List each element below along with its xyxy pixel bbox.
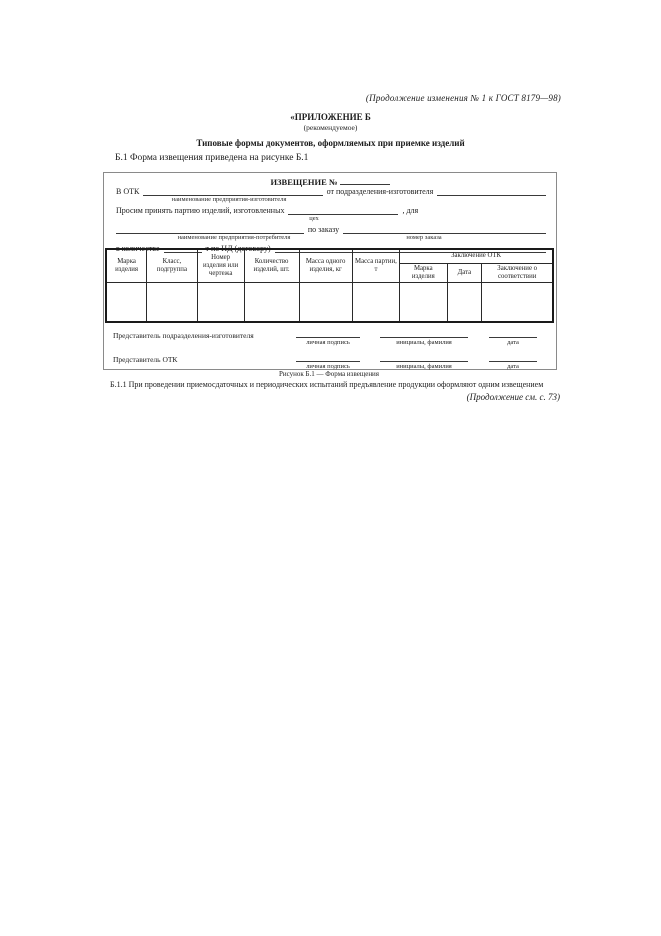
table-cell: [447, 283, 482, 323]
division-name-blank: [437, 187, 546, 196]
form-title: [104, 176, 556, 187]
notification-form: [103, 172, 557, 370]
signature-row-otk: [113, 349, 547, 371]
signature-field: [380, 354, 468, 371]
signature-field: [296, 330, 360, 347]
request-text: Просим принять партию изделий, изготовленных: [116, 206, 285, 215]
appendix-title: «ПРИЛОЖЕНИЕ Б: [290, 112, 371, 122]
table-cell: [244, 283, 299, 323]
order-line: [116, 225, 546, 234]
table-cell: [197, 283, 244, 323]
signature-field-label: дата: [507, 363, 519, 370]
consumer-hint: наименование предприятия-потребителя: [177, 234, 291, 241]
to-otk-label: В ОТК: [116, 187, 140, 196]
signature-row-manufacturer: [113, 325, 547, 347]
signature-blank: [380, 354, 468, 362]
signature-role: Представитель ОТК: [113, 355, 178, 364]
table-cell: [106, 283, 147, 323]
manufacturer-hint-row: [104, 196, 556, 204]
signature-blank: [296, 354, 360, 362]
col-header-otk-conclusion: Заключение о соответствии: [482, 264, 553, 283]
signature-field: [296, 354, 360, 371]
otk-line: [116, 187, 546, 196]
signature-field-label: личная подпись: [306, 363, 350, 370]
col-header-otk-mark: Марка изделия: [400, 264, 447, 283]
shop-blank: [288, 206, 398, 215]
signature-field-label: инициалы, фамилия: [396, 339, 452, 346]
col-header-class: Класс, подгруппа: [147, 249, 198, 283]
signature-field: [380, 330, 468, 347]
form-title-label: ИЗВЕЩЕНИЕ №: [270, 177, 338, 187]
intro-text: Б.1 Форма извещения приведена на рисунке Б.1: [115, 153, 309, 163]
continuation-note: (Продолжение изменения № 1 к ГОСТ 8179—98): [365, 93, 561, 103]
shop-hint-row: [104, 215, 556, 223]
signature-field-label: дата: [507, 339, 519, 346]
table-cell: [352, 283, 399, 323]
col-header-quantity: Количество изделий, шт.: [244, 249, 299, 283]
order-hints-row: [104, 234, 556, 242]
signature-field: [489, 354, 537, 371]
signature-blank: [489, 354, 537, 362]
figure-caption: Рисунок Б.1 — Форма извещения: [278, 370, 380, 378]
signature-field-label: инициалы, фамилия: [396, 363, 452, 370]
request-line: [116, 206, 546, 215]
from-division-label: от подразделения-изготовителя: [326, 187, 434, 196]
signature-blank: [380, 330, 468, 338]
consumer-name-blank: [116, 225, 304, 234]
appendix-subtitle: (рекомендуемое): [303, 123, 358, 132]
products-table: [105, 248, 554, 323]
table-cell: [400, 283, 447, 323]
col-header-mark: Марка изделия: [106, 249, 147, 283]
by-order-label: по заказу: [307, 225, 340, 234]
signature-role: Представитель подразделения-изготовителя: [113, 331, 254, 340]
table-cell: [147, 283, 198, 323]
col-group-otk: Заключение ОТК: [400, 249, 553, 264]
clause-text: Б.1.1 При проведении приемосдаточных и периодических испытаний предъявление продукции оформляют одним извещением: [110, 380, 544, 389]
signature-field-label: личная подпись: [306, 339, 350, 346]
col-header-otk-date: Дата: [447, 264, 482, 283]
manufacturer-hint: наименование предприятия-изготовителя: [171, 196, 287, 203]
signature-field: [489, 330, 537, 347]
signature-blank: [489, 330, 537, 338]
manufacturer-name-blank: [143, 187, 322, 196]
request-suffix: , для: [402, 206, 419, 215]
quantity-suffix: т по НД (договору): [205, 244, 271, 253]
order-number-blank: [343, 225, 546, 234]
notification-number-blank: [340, 176, 390, 185]
section-title: Типовые формы документов, оформляемых при приемке изделий: [196, 138, 465, 148]
signature-blank: [296, 330, 360, 338]
table-row: [106, 283, 553, 323]
col-header-number: Номер изделия или чертежа: [197, 249, 244, 283]
table-cell: [482, 283, 553, 323]
quantity-prefix: в количестве: [116, 244, 160, 253]
table-cell: [299, 283, 352, 323]
col-header-unit-mass: Масса одного изделия, кг: [299, 249, 352, 283]
order-hint: номер заказа: [406, 234, 442, 241]
shop-hint: цех: [309, 215, 319, 222]
col-header-batch-mass: Масса партии, т: [352, 249, 399, 283]
continuation-footer: (Продолжение см. с. 73): [466, 392, 560, 402]
